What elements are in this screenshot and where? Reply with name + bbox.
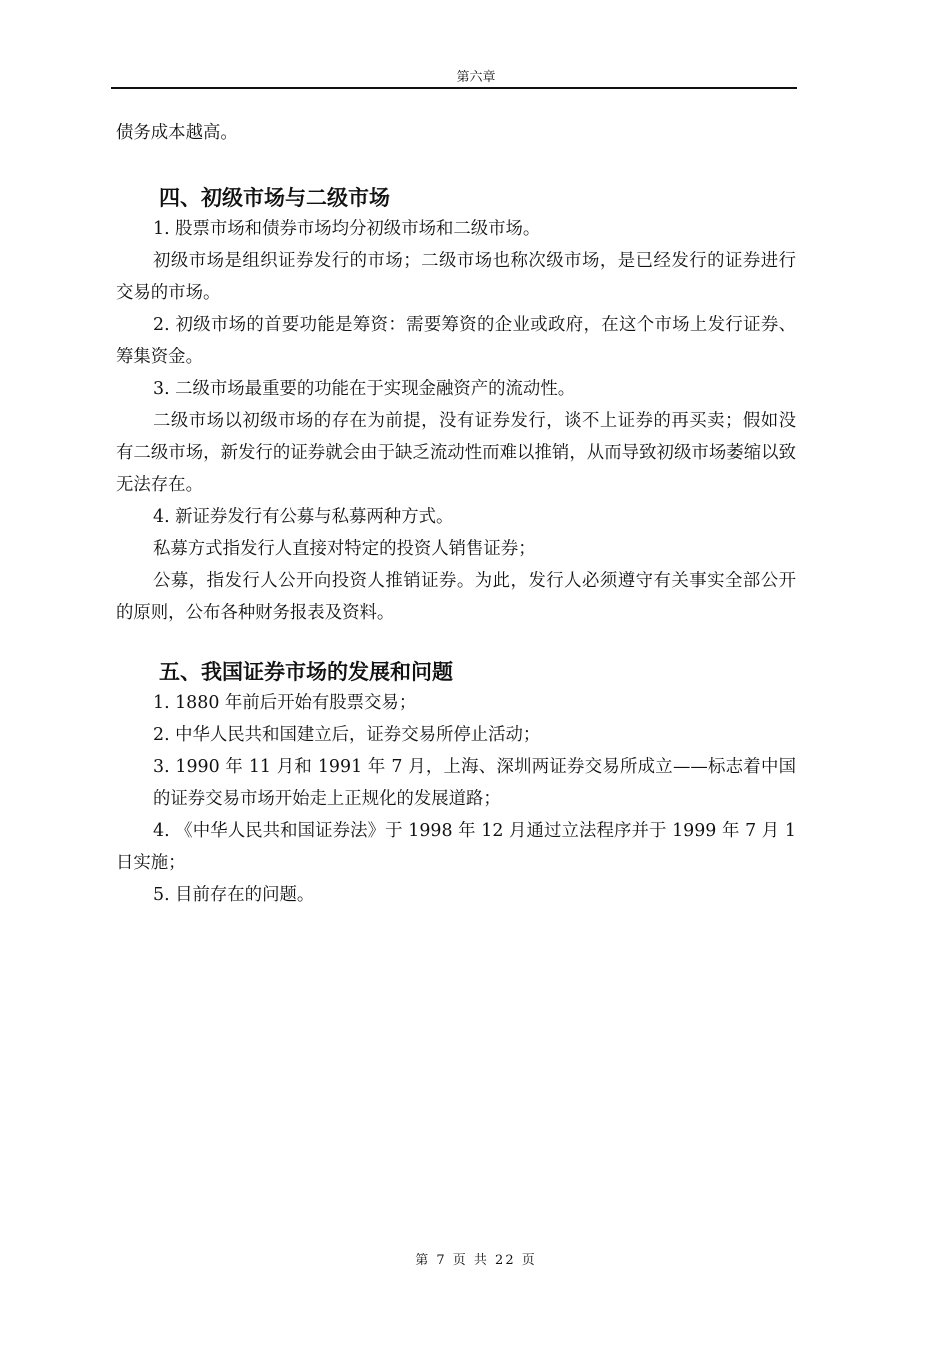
list-item: 1. 1880 年前后开始有股票交易； bbox=[153, 693, 417, 713]
page-number: 第 7 页 共 22 页 bbox=[415, 1253, 537, 1268]
list-item: 3. 1990 年 11 月和 1991 年 7 月，上海、深圳两证券交易所成立——标志着中国的证券交易市场开始走上正规化的发展道路； bbox=[153, 757, 796, 809]
paragraph: 1. 股票市场和债券市场均分初级市场和二级市场。 bbox=[153, 219, 541, 239]
section-heading-5: 五、我国证券市场的发展和问题 bbox=[159, 660, 453, 684]
page-body bbox=[116, 117, 796, 911]
running-header: 第六章 bbox=[456, 70, 496, 85]
paragraph: 3. 二级市场最重要的功能在于实现金融资产的流动性。 bbox=[153, 379, 576, 399]
list-item: 4. 《中华人民共和国证券法》于 1998 年 12 月通过立法程序并于 1999 年 7 月 1 日实施； bbox=[116, 821, 796, 873]
header-divider bbox=[111, 87, 797, 89]
paragraph: 初级市场是组织证券发行的市场；二级市场也称次级市场，是已经发行的证券进行交易的市场。 bbox=[116, 251, 796, 303]
paragraph: 二级市场以初级市场的存在为前提，没有证券发行，谈不上证券的再买卖；假如没有二级市场，新发行的证券就会由于缺乏流动性而难以推销，从而导致初级市场萎缩以致无法存在。 bbox=[116, 411, 796, 495]
list-item: 5. 目前存在的问题。 bbox=[153, 885, 315, 905]
paragraph: 2. 初级市场的首要功能是筹资：需要筹资的企业或政府，在这个市场上发行证券、筹集资金。 bbox=[116, 315, 796, 367]
list-item: 2. 中华人民共和国建立后，证券交易所停止活动； bbox=[153, 725, 541, 745]
lead-paragraph: 债务成本越高。 bbox=[116, 123, 238, 143]
section-heading-4: 四、初级市场与二级市场 bbox=[159, 186, 390, 210]
paragraph: 私募方式指发行人直接对特定的投资人销售证券； bbox=[153, 539, 536, 559]
paragraph: 公募，指发行人公开向投资人推销证券。为此，发行人必须遵守有关事实全部公开的原则，公布各种财务报表及资料。 bbox=[116, 571, 796, 623]
paragraph: 4. 新证券发行有公募与私募两种方式。 bbox=[153, 507, 454, 527]
